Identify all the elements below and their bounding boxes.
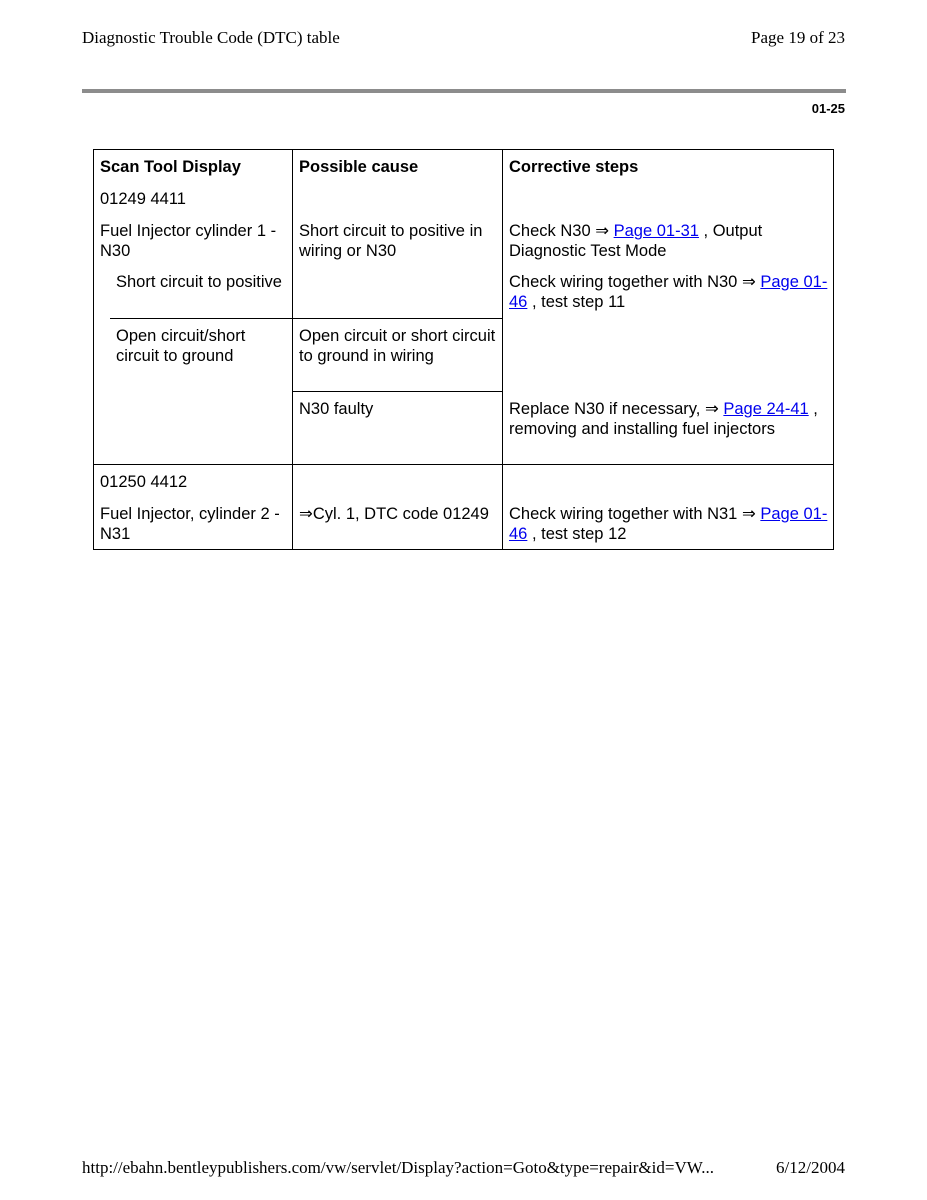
step-text: , test step 11 [527, 293, 626, 311]
page-link-01-46[interactable]: Page 01-46 [509, 273, 828, 311]
column-header-scan-tool-display: Scan Tool Display [100, 158, 241, 176]
column-divider [292, 150, 293, 549]
footer-date: 6/12/2004 [776, 1158, 845, 1177]
dtc-component: Fuel Injector, cylinder 2 -N31 [100, 505, 280, 543]
possible-cause: N30 faulty [299, 400, 374, 418]
dtc-condition: Short circuit to positive [116, 273, 282, 291]
step-text: , test step 12 [527, 525, 627, 543]
dtc-condition: Open circuit/short circuit to ground [116, 327, 246, 365]
step-text: Check wiring together with N31 ⇒ [509, 505, 761, 523]
possible-cause: Open circuit or short circuit to ground in wiring [299, 327, 496, 365]
corrective-step [509, 504, 829, 544]
dtc-code: 01249 4411 [100, 190, 186, 208]
dtc-component: Fuel Injector cylinder 1 -N30 [100, 222, 277, 260]
corrective-step [509, 221, 829, 261]
possible-cause: ⇒Cyl. 1, DTC code 01249 [299, 505, 489, 523]
possible-cause: Short circuit to positive in wiring or N30 [299, 222, 483, 260]
step-text: , Output Diagnostic Test Mode [509, 222, 763, 260]
row-divider [292, 391, 502, 392]
step-text: Check N30 ⇒ [509, 222, 614, 240]
section-code: 01-25 [811, 101, 845, 116]
document-title: Diagnostic Trouble Code (DTC) table [82, 28, 340, 47]
row-divider [110, 318, 502, 319]
header-divider [82, 89, 846, 93]
column-divider [502, 150, 503, 549]
page-link-01-31[interactable]: Page 01-31 [613, 222, 699, 240]
corrective-step [509, 272, 829, 312]
corrective-step [509, 399, 829, 439]
page-number: Page 19 of 23 [751, 28, 845, 47]
footer-url: http://ebahn.bentleypublishers.com/vw/servlet/Display?action=Goto&type=repair&id=VW... [82, 1158, 714, 1177]
step-text: , removing and installing fuel injectors [509, 400, 818, 438]
column-header-possible-cause: Possible cause [299, 158, 419, 176]
row-divider [94, 464, 833, 465]
page-link-24-41[interactable]: Page 24-41 [723, 400, 809, 418]
dtc-code: 01250 4412 [100, 473, 188, 491]
step-text: Check wiring together with N30 ⇒ [509, 273, 761, 291]
column-header-corrective-steps: Corrective steps [509, 158, 639, 176]
page-link-01-46[interactable]: Page 01-46 [509, 505, 828, 543]
step-text: Replace N30 if necessary, ⇒ [509, 400, 724, 418]
dtc-table [93, 149, 834, 550]
